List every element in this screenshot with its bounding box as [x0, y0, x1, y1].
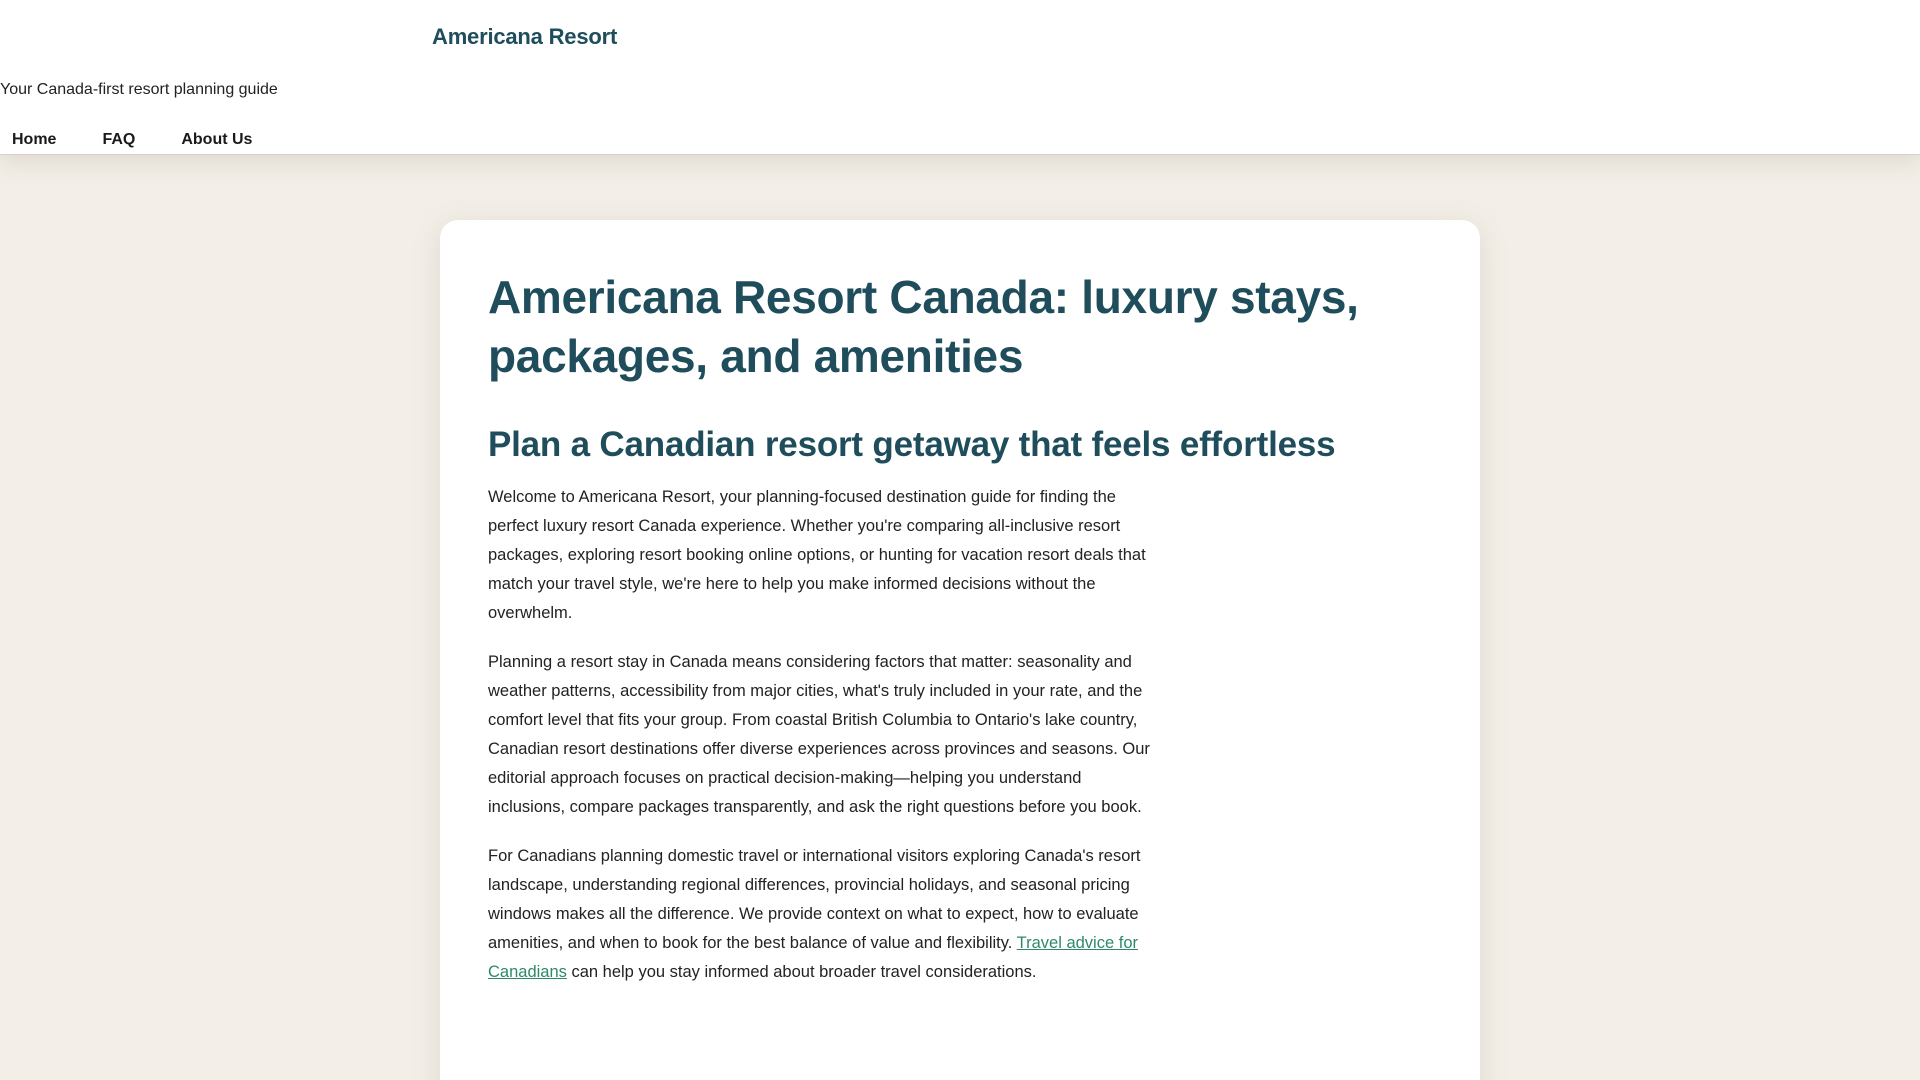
nav-faq[interactable]: FAQ: [102, 131, 136, 148]
site-header: [0, 0, 1920, 155]
section-heading: Plan a Canadian resort getaway that feels effortless: [488, 425, 1336, 464]
content-card: [440, 220, 1480, 1080]
main-nav: [0, 128, 264, 152]
brand-logo-link[interactable]: Americana Resort: [432, 24, 618, 49]
intro-paragraph-2: Planning a resort stay in Canada means considering factors that matter: seasonality and weather patterns, accessibility from major cities, what's truly included in your rate, and the comfort level that fits your group. From coastal British Columbia to Ontario's lake country, Canadian resort destinations offer diverse experiences across provinces and seasons. Our editorial approach focuses on practical decision-making—helping you understand inclusions, compare packages transparently, and ask the right questions before you book.: [488, 653, 1150, 816]
paragraph-3-text-after: can help you stay informed about broader travel considerations.: [566, 963, 1037, 981]
nav-about-us[interactable]: About Us: [181, 131, 253, 148]
intro-paragraph-1: Welcome to Americana Resort, your planning-focused destination guide for finding the perfect luxury resort Canada experience. Whether you're comparing all-inclusive resort packages, exploring resort booking online options, or hunting for vacation resort deals that match your travel style, we're here to help you make informed decisions without the overwhelm.: [488, 488, 1146, 622]
travel-advice-link[interactable]: Travel advice for Canadians: [488, 934, 1138, 981]
nav-home[interactable]: Home: [12, 131, 57, 148]
intro-content: [488, 483, 1432, 987]
page-title: Americana Resort Canada: luxury stays, packages, and amenities: [488, 271, 1359, 382]
intro-paragraph-3: [488, 842, 1158, 987]
paragraph-3-text-before: For Canadians planning domestic travel or international visitors exploring Canada's resort landscape, understanding regional differences, provincial holidays, and seasonal pricing windows makes all the difference. We provide context on what to expect, how to evaluate amenities, and when to book for the best balance of value and flexibility.: [488, 847, 1141, 952]
site-tagline: Your Canada-first resort planning guide: [0, 81, 278, 98]
